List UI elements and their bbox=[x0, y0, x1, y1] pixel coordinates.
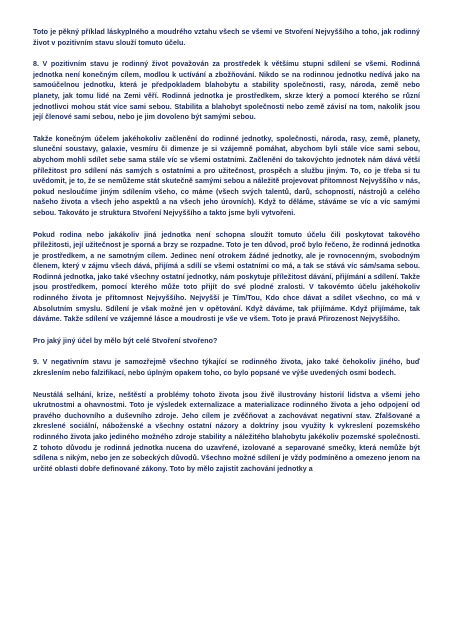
paragraph-point-9: 9. V negativním stavu je samozřejmě všechno týkající se rodinného života, jako také čehokoliv jiného, buď zkreslením nebo falzifikací, nebo úplným opakem toho, co bylo popsané ve výše uvedených osmi bodech. bbox=[33, 358, 420, 378]
paragraph-point-8: 8. V pozitivním stavu je rodinný život považován za prostředek k většímu stupni sdílení se všemi. Rodinná jednotka není konečným cílem, modlou k uctívání a zbožňování. Nikdo se na rodinnou jednotku nedívá jako na samoúčelnou jednotku, která je předpokladem blahobytu a stability společnosti, rasy, národa, země nebo planety, jak tomu lidé na Zemi věří. Rodinná jednotka je prostředkem, skrze který a pomocí kterého se různí jednotlivci mohou stát více sami sebou. Stabilita a blahobyt společnosti nebo země závisí na tom, nakolik jsou její členové sami sebou, nebo je jim dovoleno být samými sebou. bbox=[33, 60, 420, 122]
paragraph-failures: Neustálá selhání, krize, neštěstí a problémy tohoto života jsou živě ilustrovány historií lidstva a všemi jeho ukrutnostmi a ohavnostmi. Toto je výsledek externalizace a materializace rodinného života a jeho odpojení od pravého duchovního a duševního zdroje. Jeho cílem je zvěčňovat a zachovávat negativní stav. Zfalšované a zkreslené sociální, náboženské a všechny ostatní názory a doktríny jsou využity k vykreslení pozemského rodinného života jako jediného možného zdroje stability a náležitého blahobytu jakékoliv pozemské společnosti. Z tohoto důvodu je rodinná jednotka nucena do uzavřené, izolované a separované smečky, která nemůže být sdílena s nikým, nebo jen ze sobeckých důvodů. Všechno možné sdílení je vždy podmíněno a omezeno jenom na určité oblasti dobře definované zákony. Toto by mělo zajistit zachování jednotky a bbox=[33, 390, 420, 473]
paragraph-purpose: Takže konečným účelem jakéhokoliv začlenění do rodinné jednotky, společnosti, národa, rasy, země, planety, sluneční soustavy, galaxie, vesmíru či dimenze je si vzájemně pomáhat, abychom byli stále více sami sebou, abychom mohli sdílet sebe sama stále víc se všemi ostatními. Začlenění do takovýchto jednotek nám dává větší příležitost pro sdílení nás samých s ostatními a pro užitečnost, prospěch a službu jiným. To, co je třeba si tu uvědomit, je to, že se nemůžeme stát skutečně samými sebou a náležitě projevovat přítomnost Nejvyššího v nás, pokud nesloučíme jiným sdílením všeho, co máme (všech svých talentů, darů, schopností, nástrojů a celého našeho života a všech jeho aspektů a na všech jeho úrovních). Když to děláme, stáváme se víc a víc samými sebou. Takováto je struktura Stvoření Nejvyššího a takto jsme byli vytvořeni. bbox=[33, 134, 420, 217]
paragraph-intro: Toto je pěkný příklad láskyplného a moudrého vztahu všech se všemi ve Stvoření Nejvyššího a toho, jak rodinný život v pozitivním stavu slouží tomuto účelu. bbox=[33, 28, 420, 47]
paragraph-question: Pro jaký jiný účel by mělo být celé Stvoření stvořeno? bbox=[33, 336, 218, 345]
paragraph-family-means: Pokud rodina nebo jakákoliv jiná jednotka není schopna sloužit tomuto účelu čili poskytovat takového příležitosti, její užitečnost je sporná a brzy se rozpadne. Toto je ten důvod, proč bylo řečeno, že rodinná jednotka je prostředkem, a ne samotným cílem. Jedinec není otrokem žádné jednotky, ale je rovnocenným, svobodným členem, který v zájmu všech dává, přijímá a sdílí se všemi ostatními co má, a tak se stává víc sám/sama sebou. Rodinná jednotka, jako také všechny ostatní jednotky, nám poskytuje příležitost dávání, přijímání a sdílení. Takže jsou prostředkem, pomocí kterého může toto přijít do své plodné zralosti. V takovémto účelu jakéhokoliv rodinného života je přítomnost Nejvyššího. Nejvyšší je Tím/Tou, Kdo chce dávat a sdílet všechno, co má v Absolutním smyslu. Sdílení je však možné jen v opětování. Když dáváme, tak přijímáme. Když přijímáme, tak dáváme. Takže sdílení ve vzájemné lásce a moudrosti je vše ve všem. Toto je pravá Přirozenost Nejvyššího. bbox=[33, 230, 420, 324]
